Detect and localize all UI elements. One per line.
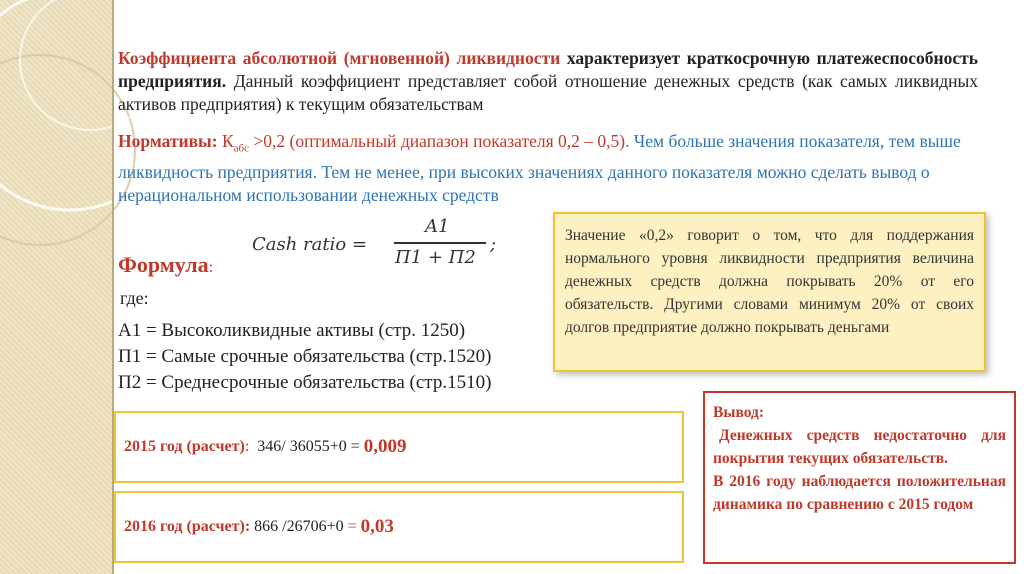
note-box: Значение «0,2» говорит о том, что для поддержания нормального уровня ликвидности предприятия величина денежных средств должна покрывать 20% от его обязательств. Другими словами минимум 20% от своих долгов предприятие должно покрывать деньгами	[553, 212, 986, 372]
norms-explanation: . Чем больше значения показателя, тем выше ликвидность предприятия. Тем не менее, при высоких значениях данного показателя можно сделать вывод о нерациональном использовании денежных средств	[118, 131, 961, 205]
formula-tail: ;	[490, 234, 497, 255]
conclusion-box	[703, 391, 1016, 564]
formula-title: Формула:	[118, 252, 214, 277]
conclusion-title: Вывод:	[713, 404, 765, 421]
conclusion-line-2: В 2016 году наблюдается положительная динамика по сравнению с 2015 годом	[713, 473, 1006, 513]
side-divider	[112, 0, 114, 574]
where-label: где:	[120, 288, 149, 308]
calc-2015-label: 2015 год (расчет)	[124, 438, 245, 455]
calc-2016-label: 2016 год (расчет):	[124, 518, 251, 535]
definition-a1: А1 = Высоколиквидные активы (стр. 1250)	[118, 320, 466, 341]
calc-2015-box	[114, 411, 684, 483]
calc-2015-colon: :	[244, 438, 250, 455]
formula-fraction-line	[394, 242, 486, 244]
calc-2015-expression: 346/ 36055+0 =	[249, 438, 364, 455]
formula-lhs: Cash ratio =	[252, 234, 368, 255]
definition-p1: П1 = Самые срочные обязательства (стр.1520)	[118, 346, 492, 367]
calc-2016-equals: =	[347, 518, 361, 535]
formula-numerator: A1	[425, 216, 450, 237]
ratio-term: Коэффициента абсолютной (мгновенной) ликвидности	[118, 48, 561, 68]
calc-2016-box	[114, 491, 684, 563]
calc-2016-result: 0,03	[360, 516, 394, 537]
intro-text: Данный коэффициент представляет собой отношение денежных средств (как самых ликвидных активов предприятия) к текущим обязательствам	[118, 71, 978, 114]
norms-rule: >0,2 (оптимальный диапазон показателя 0,2 – 0,5)	[249, 131, 626, 151]
k-symbol: К	[221, 131, 234, 151]
intro-bold-text: характеризует краткосрочную платежеспособность предприятия.	[118, 48, 978, 91]
intro-paragraph	[118, 47, 978, 116]
norms-label: Нормативы:	[118, 131, 218, 151]
calc-2015-result: 0,009	[363, 436, 407, 457]
cash-ratio-formula	[250, 214, 510, 274]
k-subscript: абс	[233, 142, 249, 155]
calc-2016-expression: 866 /26706+0	[250, 518, 348, 535]
conclusion-line-1: Денежных средств недостаточно для покрытия текущих обязательств.	[713, 427, 1006, 467]
formula-denominator: П1 + П2	[395, 247, 476, 268]
norms-paragraph	[118, 130, 978, 207]
definition-p2: П2 = Среднесрочные обязательства (стр.1510)	[118, 372, 492, 393]
